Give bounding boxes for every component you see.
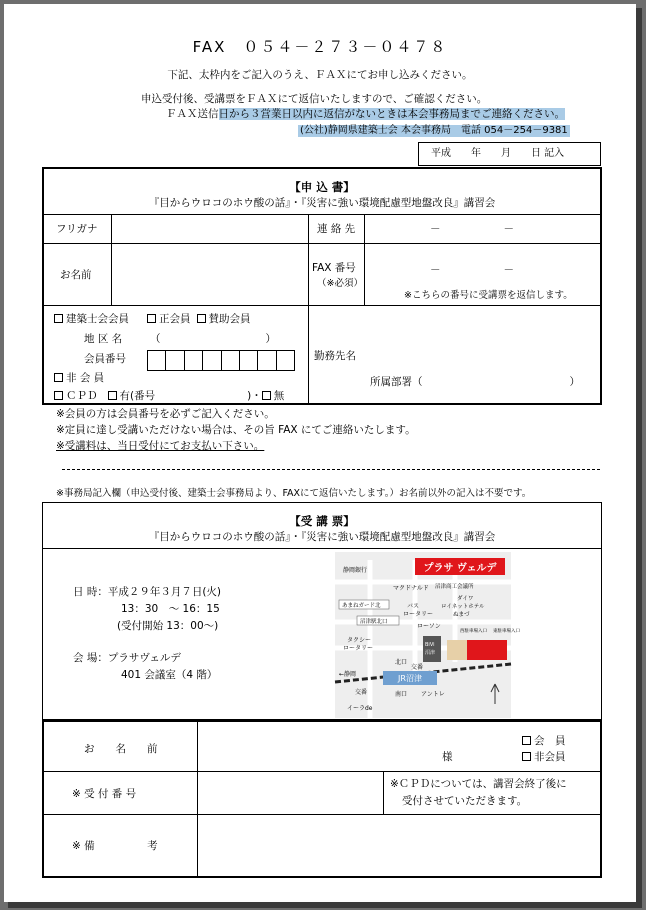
divider [197, 722, 198, 876]
application-form [42, 167, 602, 405]
divider [383, 771, 384, 814]
application-title: 【申 込 書】 [289, 180, 355, 194]
fax-number: FAX ０５４－２７３－０４７８ [192, 38, 448, 56]
member-no-label: 会員番号 [84, 353, 126, 365]
map-label-bivi: BiVi [425, 642, 435, 648]
contact-label: 連 絡 先 [317, 223, 356, 235]
map-label-bus: バス [407, 603, 420, 610]
date-box [418, 142, 601, 166]
note-office-use: ※事務局記入欄（申込受付後、建築士会事務局より、FAXにて返信いたします。）お名前以外の記入は不要です。 [56, 488, 532, 499]
contact-note-pre: ＦＡＸ送信 [166, 108, 219, 120]
map-label-chamber: 沼津商工会議所 [435, 584, 474, 590]
department-field[interactable]: 所属部署（ ） [370, 376, 580, 388]
intro-text: 下記、太枠内をご記入のうえ、ＦＡＸにてお申し込みください。 [167, 69, 473, 81]
receipt-no-label: ※ 受 付 番 号 [72, 788, 137, 800]
cpd-no-label: 無 [273, 390, 285, 402]
ticket-box [42, 502, 602, 720]
contact-note [166, 109, 565, 120]
divider [44, 771, 600, 772]
map-label-west-parking: 西駐車場入口 [460, 629, 487, 634]
ticket-title: 【受 講 票】 [289, 514, 355, 528]
cpd-label: ＣＰＤ [66, 390, 98, 402]
date-box-label: 平成 年 月 日 記入 [431, 148, 565, 159]
ticket-nonmember-label: 非会員 [534, 751, 566, 763]
map-label-lawson: ローソン [417, 623, 441, 630]
name-field[interactable] [112, 244, 307, 304]
note-fee: ※受講料は、当日受付にてお支払い下さい。 [56, 440, 265, 452]
fax-note: ※こちらの番号に受講票を返信します。 [404, 290, 573, 301]
map-label-royal: ロイネットホテル [441, 604, 485, 610]
map-label-rotary: ロータリー [403, 611, 434, 618]
ticket-venue: 会 場：プラサヴェルデ [73, 652, 181, 664]
map-label-arasan: あまねガード北 [342, 603, 381, 609]
member-checkbox[interactable] [54, 314, 63, 323]
ticket-time: 13：30 ～ 16：15 [121, 603, 220, 615]
map-label-taxi: タクシー [347, 637, 372, 644]
cpd-row [54, 391, 284, 402]
furigana-field[interactable] [112, 215, 307, 242]
cpd-close: )・ [247, 390, 262, 402]
name-label: お名前 [60, 269, 92, 281]
divider [44, 814, 600, 815]
non-member-label: 非 会 員 [66, 372, 105, 384]
map-label-shizuoka: ←静岡 [339, 671, 357, 678]
furigana-label: フリガナ [56, 223, 98, 235]
map-label-ira: イーラde [347, 705, 373, 712]
contact-field[interactable]: － － [430, 223, 514, 235]
map-label-east-parking: 東駐車場入口 [493, 629, 520, 634]
map-label-koban2: 交番 [355, 689, 368, 696]
map-label-station: JR沼津 [398, 674, 422, 683]
venue-map [335, 552, 520, 718]
application-course: 『目からウロコのホウ酸の話』・『災害に強い環境配慮型地盤改良』講習会 [148, 197, 496, 209]
map-venue-block [467, 640, 507, 660]
employer-label: 勤務先名 [314, 350, 356, 362]
member-type-label: 建築士会会員 [66, 313, 129, 325]
map-label-taxi-rotary: ロータリー [343, 645, 374, 652]
map-label-minamiguchi: 南口 [395, 691, 408, 698]
contact-note-highlight: 日から３営業日以内に返信がないときは本会事務局までご連絡ください。 [218, 108, 565, 120]
ticket-reception: (受付開始 13：00～) [117, 620, 219, 632]
ticket-nonmember-checkbox[interactable] [522, 752, 531, 761]
cut-line [62, 469, 600, 470]
ticket-course: 『目からウロコのホウ酸の話』・『災害に強い環境配慮型地盤改良』講習会 [148, 531, 496, 543]
cpd-checkbox[interactable] [54, 391, 63, 400]
note-capacity: ※定員に達し受講いただけない場合は、その旨 FAX にてご連絡いたします。 [56, 424, 416, 436]
ticket-member-row [522, 736, 566, 747]
map-label-north-exit: 沼津駅北口 [360, 619, 388, 625]
map-label-bivi2: 沼津 [425, 650, 436, 656]
honorific: 様 [442, 751, 453, 763]
confirm-note: 申込受付後、受講票をＦＡＸにて返信いたしますので、ご確認ください。 [141, 93, 488, 105]
cpd-note-1: ※ＣＰＤについては、講習会終了後に [390, 778, 567, 790]
member-type-row [54, 314, 251, 325]
receipt-no-field[interactable] [199, 773, 381, 813]
cpd-note-2: 受付させていただきます。 [402, 795, 528, 807]
office-contact: (公社)静岡県建築士会 本会事務局 電話 054－254－9381 [300, 125, 568, 136]
divider [364, 214, 365, 305]
map-parking [447, 640, 467, 660]
supporting-label: 賛助会員 [208, 313, 251, 325]
regular-checkbox[interactable] [147, 314, 156, 323]
map-label-bank: 静岡銀行 [343, 567, 368, 574]
map-label-antre: アントレ [421, 691, 445, 698]
district-label: 地 区 名 [84, 333, 123, 345]
fax-required: （※必須） [317, 278, 363, 289]
ticket-name-field[interactable] [199, 724, 439, 769]
map-label-daiwa: ダイワ [457, 596, 474, 602]
ticket-room: 401 会議室（4 階） [121, 669, 218, 681]
non-member-row [54, 373, 104, 384]
ticket-member-checkbox[interactable] [522, 736, 531, 745]
cpd-yes-label: 有(番号 [119, 390, 156, 402]
fax-label: FAX 番号 [312, 262, 356, 274]
fax-field[interactable]: － － [430, 264, 514, 276]
divider [44, 305, 600, 306]
ticket-table [42, 720, 602, 878]
remarks-label: ※ 備 考 [72, 840, 158, 852]
remarks-field[interactable] [199, 816, 597, 874]
page-shadow-bottom [8, 902, 642, 908]
cpd-no-checkbox[interactable] [262, 391, 271, 400]
map-label-koban: 交番 [411, 664, 424, 671]
map-title: プラサ ヴェルデ [423, 563, 497, 574]
map-label-kitaguchi: 北口 [395, 659, 408, 666]
regular-label: 正会員 [159, 313, 191, 325]
map-label-mcd: マクドナルド [393, 585, 429, 592]
ticket-member-label: 会 員 [534, 735, 566, 747]
divider [43, 548, 601, 549]
map-label-numazu: ぬまづ [453, 612, 470, 618]
cpd-yes-checkbox[interactable] [108, 391, 117, 400]
map-bivi-building [423, 636, 441, 662]
non-member-checkbox[interactable] [54, 373, 63, 382]
document-page [4, 4, 636, 902]
ticket-name-label: お 名 前 [84, 743, 158, 755]
member-no-field[interactable] [147, 350, 295, 371]
ticket-date: 日 時：平成２９年３月７日(火) [73, 586, 222, 598]
district-field[interactable]: （ ） [150, 333, 276, 345]
ticket-nonmember-row [522, 752, 566, 763]
supporting-checkbox[interactable] [197, 314, 206, 323]
note-member-number: ※会員の方は会員番号を必ずご記入ください。 [56, 408, 275, 420]
page-shadow-right [636, 8, 642, 906]
